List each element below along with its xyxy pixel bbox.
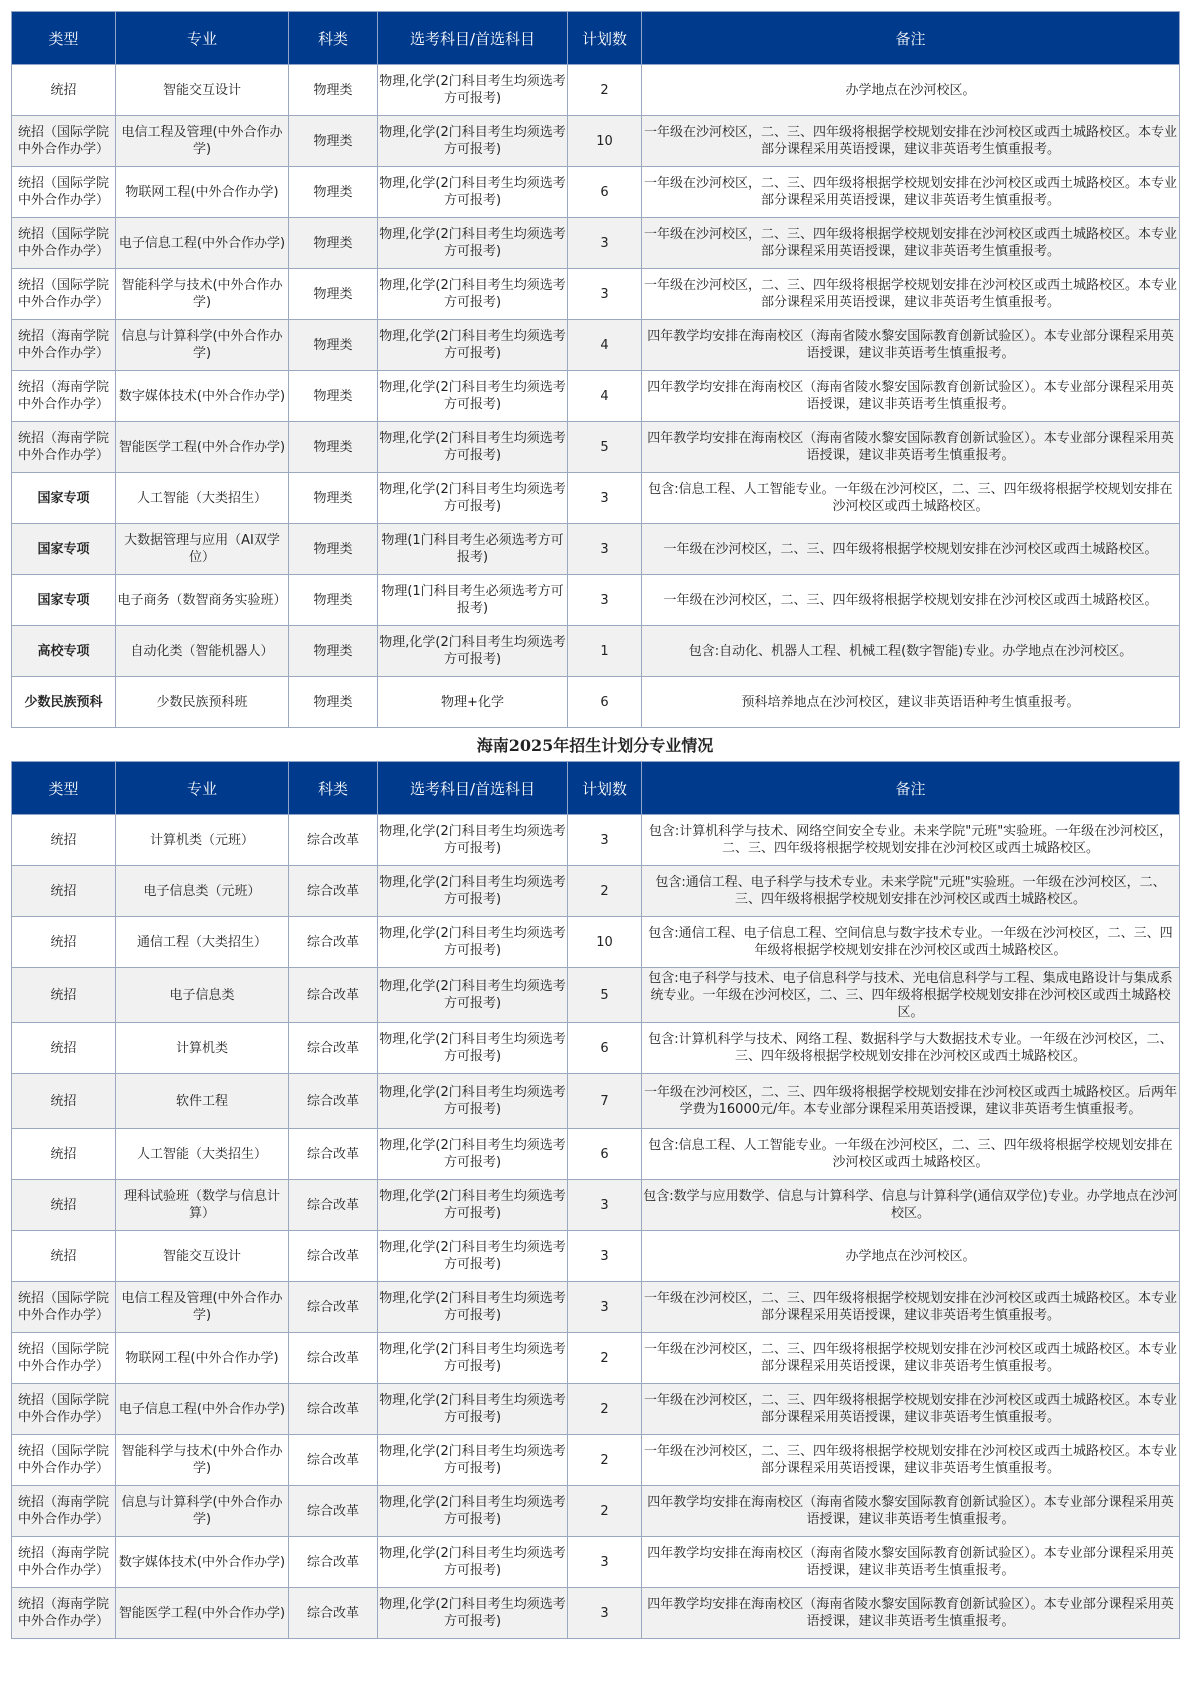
header-plan-count: 计划数 <box>568 762 642 815</box>
cell-plan-count: 3 <box>568 1180 642 1231</box>
table-row <box>12 218 1180 269</box>
cell-major: 智能医学工程(中外合作办学) <box>116 422 289 473</box>
cell-plan-count: 3 <box>568 473 642 524</box>
cell-remarks: 四年教学均安排在海南校区（海南省陵水黎安国际教育创新试验区）。本专业部分课程采用英语授课，建议非英语考生慎重报考。 <box>642 1588 1180 1639</box>
table-row <box>12 320 1180 371</box>
cell-subjects: 物理,化学(2门科目考生均须选考方可报考) <box>378 1537 568 1588</box>
cell-remarks: 一年级在沙河校区，二、三、四年级将根据学校规划安排在沙河校区或西土城路校区。本专业部分课程采用英语授课，建议非英语考生慎重报考。 <box>642 1384 1180 1435</box>
cell-remarks: 一年级在沙河校区，二、三、四年级将根据学校规划安排在沙河校区或西土城路校区。本专业部分课程采用英语授课，建议非英语考生慎重报考。 <box>642 1333 1180 1384</box>
cell-category: 物理类 <box>289 422 378 473</box>
cell-remarks: 四年教学均安排在海南校区（海南省陵水黎安国际教育创新试验区）。本专业部分课程采用英语授课，建议非英语考生慎重报考。 <box>642 1537 1180 1588</box>
cell-major: 少数民族预科班 <box>116 677 289 728</box>
cell-plan-count: 6 <box>568 677 642 728</box>
cell-major: 智能交互设计 <box>116 1231 289 1282</box>
cell-major: 大数据管理与应用（AI双学位） <box>116 524 289 575</box>
cell-major: 通信工程（大类招生） <box>116 917 289 968</box>
cell-category: 综合改革 <box>289 1023 378 1074</box>
cell-remarks: 包含:自动化、机器人工程、机械工程(数字智能)专业。办学地点在沙河校区。 <box>642 626 1180 677</box>
cell-category: 物理类 <box>289 473 378 524</box>
table-row <box>12 371 1180 422</box>
cell-type: 少数民族预科 <box>12 677 116 728</box>
cell-plan-count: 2 <box>568 1384 642 1435</box>
cell-major: 智能交互设计 <box>116 65 289 116</box>
cell-type: 统招（国际学院中外合作办学） <box>12 1333 116 1384</box>
cell-remarks: 一年级在沙河校区，二、三、四年级将根据学校规划安排在沙河校区或西土城路校区。后两年学费为16000元/年。本专业部分课程采用英语授课，建议非英语考生慎重报考。 <box>642 1074 1180 1129</box>
cell-major: 人工智能（大类招生） <box>116 1129 289 1180</box>
cell-type: 统招 <box>12 1231 116 1282</box>
cell-plan-count: 3 <box>568 269 642 320</box>
cell-subjects: 物理,化学(2门科目考生均须选考方可报考) <box>378 1435 568 1486</box>
cell-major: 智能科学与技术(中外合作办学) <box>116 269 289 320</box>
table-row <box>12 524 1180 575</box>
cell-major: 数字媒体技术(中外合作办学) <box>116 1537 289 1588</box>
cell-remarks: 包含:通信工程、电子科学与技术专业。未来学院"元班"实验班。一年级在沙河校区，二、三、四年级将根据学校规划安排在沙河校区或西土城路校区。 <box>642 866 1180 917</box>
table-row <box>12 422 1180 473</box>
cell-major: 信息与计算科学(中外合作办学) <box>116 1486 289 1537</box>
table-row <box>12 1486 1180 1537</box>
cell-type: 统招（国际学院中外合作办学） <box>12 1384 116 1435</box>
cell-remarks: 办学地点在沙河校区。 <box>642 65 1180 116</box>
cell-category: 物理类 <box>289 371 378 422</box>
cell-category: 物理类 <box>289 320 378 371</box>
cell-remarks: 包含:计算机科学与技术、网络工程、数据科学与大数据技术专业。一年级在沙河校区，二、三、四年级将根据学校规划安排在沙河校区或西土城路校区。 <box>642 1023 1180 1074</box>
table-row <box>12 1282 1180 1333</box>
cell-subjects: 物理,化学(2门科目考生均须选考方可报考) <box>378 1129 568 1180</box>
header-subjects: 选考科目/首选科目 <box>378 762 568 815</box>
table-row <box>12 1588 1180 1639</box>
cell-category: 综合改革 <box>289 917 378 968</box>
table-row <box>12 626 1180 677</box>
cell-subjects: 物理,化学(2门科目考生均须选考方可报考) <box>378 1180 568 1231</box>
cell-category: 综合改革 <box>289 1180 378 1231</box>
header-category: 科类 <box>289 12 378 65</box>
cell-major: 电子信息类（元班） <box>116 866 289 917</box>
cell-subjects: 物理,化学(2门科目考生均须选考方可报考) <box>378 1282 568 1333</box>
cell-plan-count: 5 <box>568 422 642 473</box>
cell-plan-count: 3 <box>568 1588 642 1639</box>
cell-remarks: 一年级在沙河校区，二、三、四年级将根据学校规划安排在沙河校区或西土城路校区。 <box>642 575 1180 626</box>
cell-category: 综合改革 <box>289 1282 378 1333</box>
cell-remarks: 四年教学均安排在海南校区（海南省陵水黎安国际教育创新试验区）。本专业部分课程采用英语授课，建议非英语考生慎重报考。 <box>642 422 1180 473</box>
cell-remarks: 包含:通信工程、电子信息工程、空间信息与数字技术专业。一年级在沙河校区，二、三、四年级将根据学校规划安排在沙河校区或西土城路校区。 <box>642 917 1180 968</box>
cell-major: 计算机类 <box>116 1023 289 1074</box>
header-major: 专业 <box>116 762 289 815</box>
cell-plan-count: 3 <box>568 524 642 575</box>
table-row <box>12 1023 1180 1074</box>
cell-major: 自动化类（智能机器人） <box>116 626 289 677</box>
cell-category: 物理类 <box>289 65 378 116</box>
cell-subjects: 物理,化学(2门科目考生均须选考方可报考) <box>378 866 568 917</box>
cell-plan-count: 3 <box>568 218 642 269</box>
header-subjects: 选考科目/首选科目 <box>378 12 568 65</box>
header-plan-count: 计划数 <box>568 12 642 65</box>
cell-remarks: 一年级在沙河校区，二、三、四年级将根据学校规划安排在沙河校区或西土城路校区。本专业部分课程采用英语授课，建议非英语考生慎重报考。 <box>642 1435 1180 1486</box>
cell-remarks: 一年级在沙河校区，二、三、四年级将根据学校规划安排在沙河校区或西土城路校区。本专业部分课程采用英语授课，建议非英语考生慎重报考。 <box>642 269 1180 320</box>
cell-subjects: 物理,化学(2门科目考生均须选考方可报考) <box>378 1231 568 1282</box>
cell-category: 综合改革 <box>289 1435 378 1486</box>
cell-subjects: 物理,化学(2门科目考生均须选考方可报考) <box>378 320 568 371</box>
table-row <box>12 917 1180 968</box>
cell-subjects: 物理,化学(2门科目考生均须选考方可报考) <box>378 1333 568 1384</box>
cell-subjects: 物理,化学(2门科目考生均须选考方可报考) <box>378 1074 568 1129</box>
cell-type: 统招 <box>12 815 116 866</box>
table-row <box>12 1537 1180 1588</box>
cell-plan-count: 3 <box>568 1537 642 1588</box>
cell-subjects: 物理,化学(2门科目考生均须选考方可报考) <box>378 371 568 422</box>
table-row <box>12 116 1180 167</box>
cell-plan-count: 3 <box>568 575 642 626</box>
cell-remarks: 一年级在沙河校区，二、三、四年级将根据学校规划安排在沙河校区或西土城路校区。本专业部分课程采用英语授课，建议非英语考生慎重报考。 <box>642 167 1180 218</box>
cell-major: 人工智能（大类招生） <box>116 473 289 524</box>
cell-remarks: 一年级在沙河校区，二、三、四年级将根据学校规划安排在沙河校区或西土城路校区。本专业部分课程采用英语授课，建议非英语考生慎重报考。 <box>642 116 1180 167</box>
cell-plan-count: 3 <box>568 1282 642 1333</box>
cell-subjects: 物理,化学(2门科目考生均须选考方可报考) <box>378 422 568 473</box>
header-major: 专业 <box>116 12 289 65</box>
header-category: 科类 <box>289 762 378 815</box>
cell-subjects: 物理,化学(2门科目考生均须选考方可报考) <box>378 917 568 968</box>
cell-plan-count: 2 <box>568 1435 642 1486</box>
cell-subjects: 物理,化学(2门科目考生均须选考方可报考) <box>378 968 568 1023</box>
cell-category: 物理类 <box>289 167 378 218</box>
cell-remarks: 四年教学均安排在海南校区（海南省陵水黎安国际教育创新试验区）。本专业部分课程采用英语授课，建议非英语考生慎重报考。 <box>642 1486 1180 1537</box>
cell-plan-count: 2 <box>568 1486 642 1537</box>
cell-type: 统招（国际学院中外合作办学） <box>12 1282 116 1333</box>
cell-remarks: 四年教学均安排在海南校区（海南省陵水黎安国际教育创新试验区）。本专业部分课程采用英语授课，建议非英语考生慎重报考。 <box>642 371 1180 422</box>
cell-type: 统招 <box>12 917 116 968</box>
cell-major: 电子商务（数智商务实验班） <box>116 575 289 626</box>
cell-major: 计算机类（元班） <box>116 815 289 866</box>
plan-table-2 <box>11 761 1180 1639</box>
cell-subjects: 物理,化学(2门科目考生均须选考方可报考) <box>378 269 568 320</box>
cell-type: 统招（海南学院中外合作办学） <box>12 1537 116 1588</box>
cell-major: 智能科学与技术(中外合作办学) <box>116 1435 289 1486</box>
cell-plan-count: 1 <box>568 626 642 677</box>
table-row <box>12 1129 1180 1180</box>
cell-category: 物理类 <box>289 218 378 269</box>
cell-subjects: 物理,化学(2门科目考生均须选考方可报考) <box>378 65 568 116</box>
table-row <box>12 866 1180 917</box>
table-row <box>12 968 1180 1023</box>
cell-remarks: 预科培养地点在沙河校区，建议非英语语种考生慎重报考。 <box>642 677 1180 728</box>
cell-category: 综合改革 <box>289 1333 378 1384</box>
cell-type: 统招（国际学院中外合作办学） <box>12 1435 116 1486</box>
cell-category: 综合改革 <box>289 1588 378 1639</box>
cell-major: 数字媒体技术(中外合作办学) <box>116 371 289 422</box>
cell-plan-count: 4 <box>568 320 642 371</box>
cell-major: 电子信息工程(中外合作办学) <box>116 1384 289 1435</box>
cell-type: 高校专项 <box>12 626 116 677</box>
plan-table-1 <box>11 11 1180 728</box>
cell-remarks: 一年级在沙河校区，二、三、四年级将根据学校规划安排在沙河校区或西土城路校区。本专业部分课程采用英语授课，建议非英语考生慎重报考。 <box>642 218 1180 269</box>
cell-subjects: 物理,化学(2门科目考生均须选考方可报考) <box>378 116 568 167</box>
table-row <box>12 65 1180 116</box>
table-header-row <box>12 762 1180 815</box>
cell-major: 理科试验班（数学与信息计算） <box>116 1180 289 1231</box>
cell-type: 统招（海南学院中外合作办学） <box>12 422 116 473</box>
cell-plan-count: 2 <box>568 65 642 116</box>
cell-subjects: 物理(1门科目考生必须选考方可报考) <box>378 524 568 575</box>
cell-plan-count: 10 <box>568 116 642 167</box>
cell-category: 物理类 <box>289 116 378 167</box>
cell-type: 统招 <box>12 1074 116 1129</box>
cell-category: 综合改革 <box>289 1129 378 1180</box>
cell-subjects: 物理,化学(2门科目考生均须选考方可报考) <box>378 815 568 866</box>
cell-plan-count: 3 <box>568 1231 642 1282</box>
cell-type: 国家专项 <box>12 524 116 575</box>
cell-type: 统招 <box>12 1180 116 1231</box>
cell-type: 统招（国际学院中外合作办学） <box>12 269 116 320</box>
cell-type: 统招（国际学院中外合作办学） <box>12 116 116 167</box>
cell-plan-count: 2 <box>568 866 642 917</box>
cell-plan-count: 6 <box>568 1023 642 1074</box>
cell-remarks: 包含:计算机科学与技术、网络空间安全专业。未来学院"元班"实验班。一年级在沙河校区，二、三、四年级将根据学校规划安排在沙河校区或西土城路校区。 <box>642 815 1180 866</box>
cell-remarks: 包含:数学与应用数学、信息与计算科学、信息与计算科学(通信双学位)专业。办学地点在沙河校区。 <box>642 1180 1180 1231</box>
cell-remarks: 包含:电子科学与技术、电子信息科学与技术、光电信息科学与工程、集成电路设计与集成系统专业。一年级在沙河校区，二、三、四年级将根据学校规划安排在沙河校区或西土城路校区。 <box>642 968 1180 1023</box>
cell-subjects: 物理+化学 <box>378 677 568 728</box>
cell-remarks: 包含:信息工程、人工智能专业。一年级在沙河校区，二、三、四年级将根据学校规划安排在沙河校区或西土城路校区。 <box>642 473 1180 524</box>
cell-plan-count: 5 <box>568 968 642 1023</box>
cell-plan-count: 2 <box>568 1333 642 1384</box>
cell-type: 统招 <box>12 968 116 1023</box>
cell-category: 综合改革 <box>289 968 378 1023</box>
cell-type: 统招 <box>12 1129 116 1180</box>
cell-type: 统招（国际学院中外合作办学） <box>12 218 116 269</box>
cell-type: 统招 <box>12 1023 116 1074</box>
cell-subjects: 物理,化学(2门科目考生均须选考方可报考) <box>378 167 568 218</box>
table-row <box>12 575 1180 626</box>
cell-subjects: 物理,化学(2门科目考生均须选考方可报考) <box>378 626 568 677</box>
table-row <box>12 677 1180 728</box>
cell-plan-count: 10 <box>568 917 642 968</box>
cell-major: 信息与计算科学(中外合作办学) <box>116 320 289 371</box>
table-row <box>12 1074 1180 1129</box>
cell-plan-count: 3 <box>568 815 642 866</box>
cell-major: 电子信息类 <box>116 968 289 1023</box>
cell-major: 电子信息工程(中外合作办学) <box>116 218 289 269</box>
cell-category: 综合改革 <box>289 815 378 866</box>
cell-category: 综合改革 <box>289 1074 378 1129</box>
cell-major: 智能医学工程(中外合作办学) <box>116 1588 289 1639</box>
cell-plan-count: 7 <box>568 1074 642 1129</box>
cell-subjects: 物理(1门科目考生必须选考方可报考) <box>378 575 568 626</box>
cell-subjects: 物理,化学(2门科目考生均须选考方可报考) <box>378 473 568 524</box>
cell-type: 统招 <box>12 65 116 116</box>
cell-plan-count: 4 <box>568 371 642 422</box>
cell-type: 统招（海南学院中外合作办学） <box>12 1588 116 1639</box>
cell-type: 国家专项 <box>12 575 116 626</box>
table-row <box>12 269 1180 320</box>
section-title: 海南2025年招生计划分专业情况 <box>476 736 714 755</box>
cell-category: 综合改革 <box>289 866 378 917</box>
cell-category: 物理类 <box>289 269 378 320</box>
cell-type: 统招 <box>12 866 116 917</box>
cell-type: 统招（海南学院中外合作办学） <box>12 1486 116 1537</box>
table-row <box>12 1180 1180 1231</box>
cell-major: 物联网工程(中外合作办学) <box>116 167 289 218</box>
cell-subjects: 物理,化学(2门科目考生均须选考方可报考) <box>378 218 568 269</box>
cell-category: 物理类 <box>289 626 378 677</box>
cell-subjects: 物理,化学(2门科目考生均须选考方可报考) <box>378 1023 568 1074</box>
cell-category: 物理类 <box>289 524 378 575</box>
cell-plan-count: 6 <box>568 167 642 218</box>
cell-plan-count: 6 <box>568 1129 642 1180</box>
cell-remarks: 四年教学均安排在海南校区（海南省陵水黎安国际教育创新试验区）。本专业部分课程采用英语授课，建议非英语考生慎重报考。 <box>642 320 1180 371</box>
header-remarks: 备注 <box>642 762 1180 815</box>
table-row <box>12 167 1180 218</box>
cell-type: 统招（国际学院中外合作办学） <box>12 167 116 218</box>
table-row <box>12 1384 1180 1435</box>
cell-major: 物联网工程(中外合作办学) <box>116 1333 289 1384</box>
header-type: 类型 <box>12 762 116 815</box>
cell-category: 物理类 <box>289 575 378 626</box>
cell-type: 国家专项 <box>12 473 116 524</box>
cell-major: 软件工程 <box>116 1074 289 1129</box>
cell-category: 综合改革 <box>289 1537 378 1588</box>
cell-subjects: 物理,化学(2门科目考生均须选考方可报考) <box>378 1588 568 1639</box>
cell-subjects: 物理,化学(2门科目考生均须选考方可报考) <box>378 1384 568 1435</box>
table-row <box>12 1435 1180 1486</box>
cell-type: 统招（海南学院中外合作办学） <box>12 371 116 422</box>
cell-remarks: 办学地点在沙河校区。 <box>642 1231 1180 1282</box>
header-type: 类型 <box>12 12 116 65</box>
table-row <box>12 1333 1180 1384</box>
cell-category: 综合改革 <box>289 1231 378 1282</box>
cell-remarks: 一年级在沙河校区，二、三、四年级将根据学校规划安排在沙河校区或西土城路校区。 <box>642 524 1180 575</box>
header-remarks: 备注 <box>642 12 1180 65</box>
cell-category: 综合改革 <box>289 1384 378 1435</box>
table-row <box>12 473 1180 524</box>
cell-type: 统招（海南学院中外合作办学） <box>12 320 116 371</box>
table-row <box>12 815 1180 866</box>
table-header-row <box>12 12 1180 65</box>
cell-remarks: 一年级在沙河校区，二、三、四年级将根据学校规划安排在沙河校区或西土城路校区。本专业部分课程采用英语授课，建议非英语考生慎重报考。 <box>642 1282 1180 1333</box>
table-row <box>12 1231 1180 1282</box>
cell-major: 电信工程及管理(中外合作办学) <box>116 1282 289 1333</box>
cell-major: 电信工程及管理(中外合作办学) <box>116 116 289 167</box>
cell-category: 物理类 <box>289 677 378 728</box>
cell-category: 综合改革 <box>289 1486 378 1537</box>
cell-remarks: 包含:信息工程、人工智能专业。一年级在沙河校区，二、三、四年级将根据学校规划安排在沙河校区或西土城路校区。 <box>642 1129 1180 1180</box>
cell-subjects: 物理,化学(2门科目考生均须选考方可报考) <box>378 1486 568 1537</box>
